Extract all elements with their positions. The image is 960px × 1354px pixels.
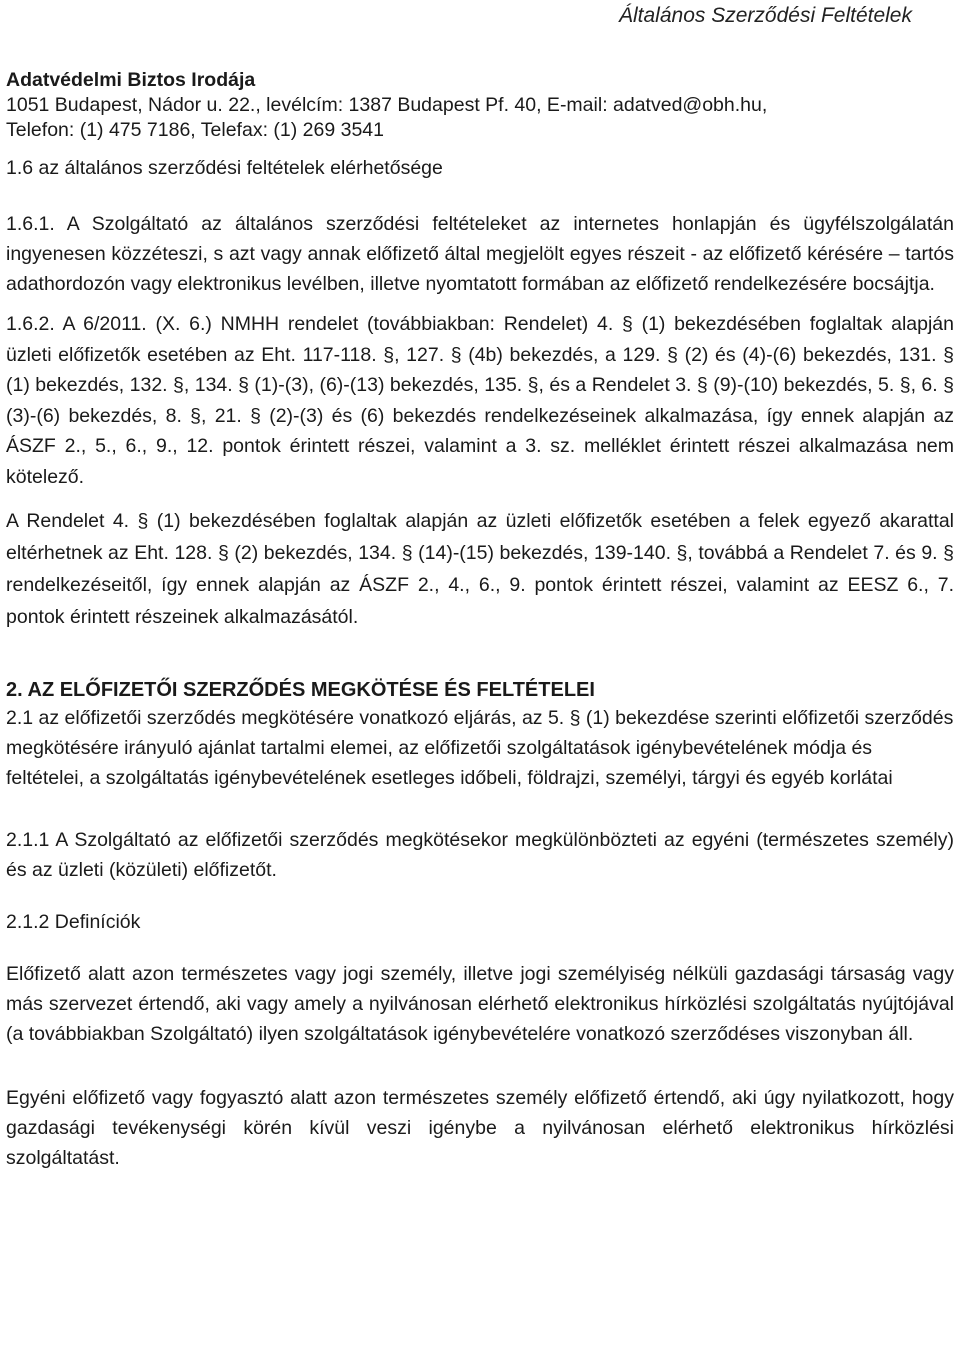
document-body (6, 68, 954, 1173)
running-header: Általános Szerződési Feltételek (619, 4, 912, 27)
paragraph-definition-elofizeto: Előfizető alatt azon természetes vagy jogi személy, illetve jogi személyiség nélküli gazdasági társaság vagy más szervezet értendő, aki vagy amely a nyilvánosan elérhető elektronikus hírközlési szolgáltatás nyújtójával (a továbbiakban Szolgáltató) ilyen szolgáltatások igénybevételére vonatkozó szerződéses viszonyban áll. (6, 963, 954, 1045)
paragraph-2-1: 2.1 az előfizetői szerződés megkötésére vonatkozó eljárás, az 5. § (1) bekezdése szerinti előfizetői szerződés megkötésére irányuló ajánlat tartalmi elemei, az előfizetői szolgáltatások igénybevételének módja és feltételei, a szolgáltatás igénybevételének esetleges időbeli, földrajzi, személyi, tárgyi és egyéb korlátai (6, 707, 954, 789)
section-1-6-title: 1.6 az általános szerződési feltételek elérhetősége (6, 157, 443, 179)
paragraph-1-6-1: 1.6.1. A Szolgáltató az általános szerződési feltételeket az internetes honlapján és ügyfélszolgálatán ingyenesen közzéteszi, s azt vagy annak előfizető által megjelölt egyes részeit - az előfizető kérésére – tartós adathordozón vagy elektronikus levélben, illetve nyomtatott formában az előfizető rendelkezésére bocsájtja. (6, 213, 954, 295)
contact-phone: Telefon: (1) 475 7186, Telefax: (1) 269 3541 (6, 119, 384, 141)
section-2-heading: 2. AZ ELŐFIZETŐI SZERZŐDÉS MEGKÖTÉSE ÉS FELTÉTELEI (6, 679, 595, 701)
paragraph-2-1-2: 2.1.2 Definíciók (6, 911, 141, 933)
paragraph-definition-egyeni: Egyéni előfizető vagy fogyasztó alatt azon természetes személy előfizető értendő, aki úgy nyilatkozott, hogy gazdasági tevékenységi körén kívül veszi igénybe a nyilvánosan elérhető elektronikus hírközlési szolgáltatást. (6, 1087, 954, 1169)
paragraph-2-1-1: 2.1.1 A Szolgáltató az előfizetői szerződés megkötésekor megkülönbözteti az egyéni (természetes személy) és az üzleti (közületi) előfizetőt. (6, 829, 954, 881)
paragraph-1-6-2: 1.6.2. A 6/2011. (X. 6.) NMHH rendelet (továbbiakban: Rendelet) 4. § (1) bekezdésében foglaltak alapján üzleti előfizetők esetében az Eht. 117-118. §, 127. § (4b) bekezdés, a 129. § (2) és (4)-(6) bekezdés, 131. § (1) bekezdés, 132. §, 134. § (1)-(3), (6)-(13) bekezdés, 135. §, és a Rendelet 3. § (9)-(10) bekezdés, 5. §, 6. § (3)-(6) bekezdés, 8. §, 21. § (2)-(3) és (6) bekezdés rendelkezéseinek alkalmazása, így ennek alapján az ÁSZF 2., 5., 6., 9., 12. pontok érintett részei, valamint a 3. sz. melléklet érintett részei alkalmazása nem kötelező. (6, 313, 954, 488)
contact-org-name: Adatvédelmi Biztos Irodája (6, 69, 256, 91)
contact-address: 1051 Budapest, Nádor u. 22., levélcím: 1387 Budapest Pf. 40, E-mail: adatved@obh.hu, (6, 94, 768, 116)
contact-block (6, 68, 954, 143)
paragraph-rendelet: A Rendelet 4. § (1) bekezdésében foglaltak alapján az üzleti előfizetők esetében a felek egyező akarattal eltérhetnek az Eht. 128. § (2) bekezdés, 134. § (14)-(15) bekezdés, 139-140. §, továbbá a Rendelet 7. és 9. § rendelkezéseitől, így ennek alapján az ÁSZF 2., 4., 6., 9. pontok érintett részei, valamint az EESZ 6., 7. pontok érintett részeinek alkalmazásától. (6, 510, 954, 628)
